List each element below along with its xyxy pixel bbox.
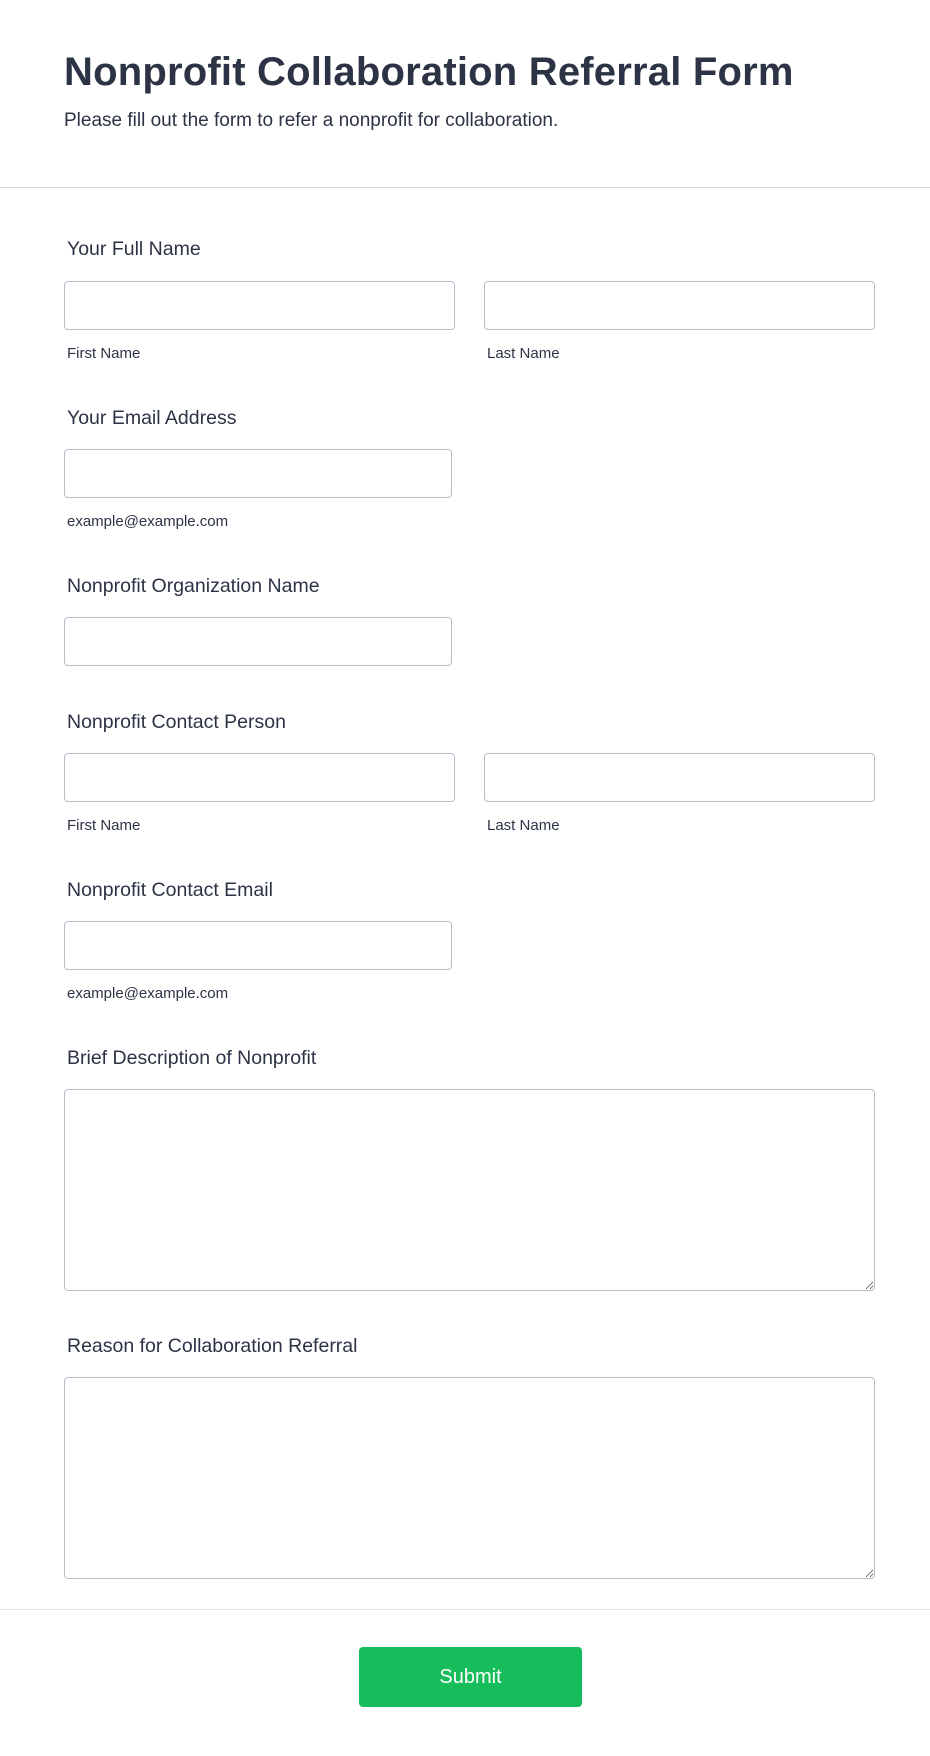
- form-header: [0, 0, 930, 188]
- full-name-last-input[interactable]: [484, 281, 875, 330]
- org-name-label: Nonprofit Organization Name: [67, 575, 320, 597]
- contact-last-sublabel: Last Name: [487, 817, 560, 834]
- email-input[interactable]: [64, 449, 452, 498]
- full-name-first-sublabel: First Name: [67, 345, 141, 362]
- full-name-last-sublabel: Last Name: [487, 345, 560, 362]
- contact-person-label: Nonprofit Contact Person: [67, 711, 286, 733]
- contact-email-input[interactable]: [64, 921, 452, 970]
- contact-email-sublabel: example@example.com: [67, 985, 229, 1002]
- contact-first-input[interactable]: [64, 753, 455, 802]
- description-label: Brief Description of Nonprofit: [67, 1047, 317, 1069]
- email-label: Your Email Address: [67, 407, 237, 429]
- email-sublabel: example@example.com: [67, 513, 229, 530]
- page-subtitle: Please fill out the form to refer a nonprofit for collaboration.: [64, 110, 559, 131]
- org-name-input[interactable]: [64, 617, 452, 666]
- footer-divider: [0, 1609, 930, 1610]
- contact-first-sublabel: First Name: [67, 817, 141, 834]
- description-textarea[interactable]: [64, 1089, 875, 1291]
- reason-textarea[interactable]: [64, 1377, 875, 1579]
- contact-last-input[interactable]: [484, 753, 875, 802]
- full-name-first-input[interactable]: [64, 281, 455, 330]
- reason-label: Reason for Collaboration Referral: [67, 1335, 358, 1357]
- submit-button[interactable]: Submit: [359, 1647, 582, 1707]
- page-title: Nonprofit Collaboration Referral Form: [64, 50, 794, 94]
- full-name-label: Your Full Name: [67, 238, 201, 260]
- contact-email-label: Nonprofit Contact Email: [67, 879, 273, 901]
